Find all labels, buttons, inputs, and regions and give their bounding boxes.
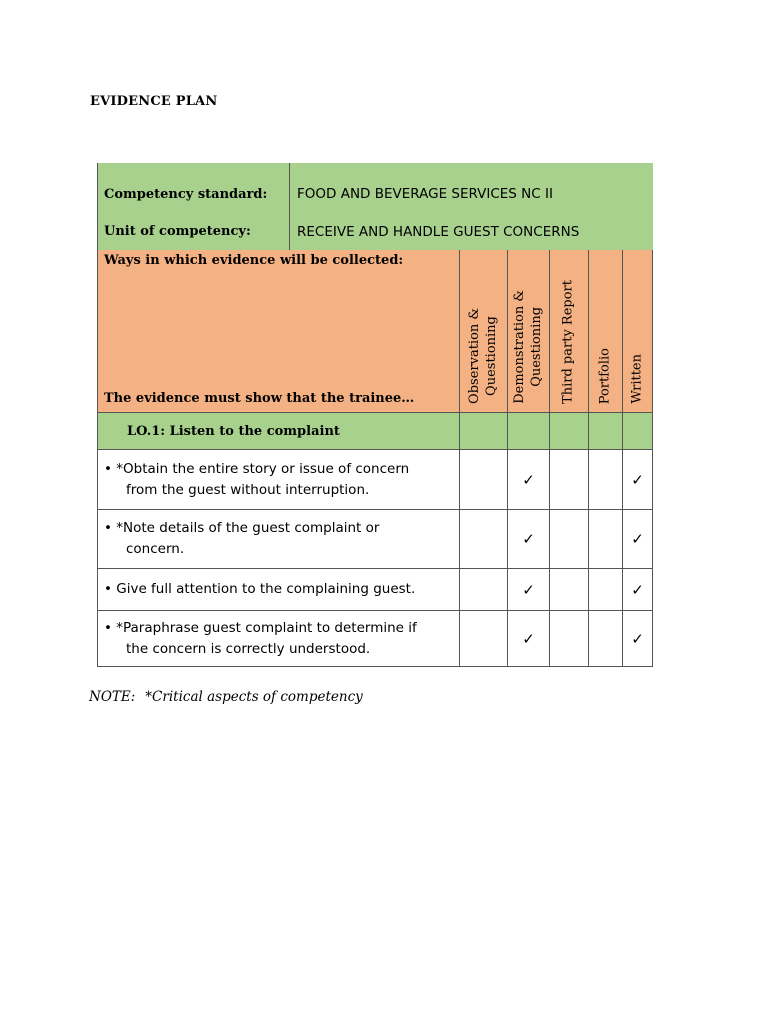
evidence-item: • *Note details of the guest complaint or concern. (98, 510, 460, 569)
check-cell (550, 450, 589, 510)
method-header-observation (460, 250, 508, 413)
check-cell (589, 510, 623, 569)
evidence-item: • *Paraphrase guest complaint to determine if the concern is correctly understood. (98, 611, 460, 667)
learning-outcome-row (98, 413, 653, 450)
method-header-demonstration (508, 250, 550, 413)
check-cell (460, 569, 508, 611)
check-cell (589, 569, 623, 611)
method-label: Demonstration & Questioning (511, 290, 544, 404)
ways-label: Ways in which evidence will be collected: (104, 253, 404, 268)
must-show-label: The evidence must show that the trainee… (104, 391, 415, 406)
note (89, 689, 363, 705)
method-label: Third party Report (560, 280, 576, 404)
note-text: *Critical aspects of competency (145, 689, 363, 705)
table-row (98, 450, 653, 510)
check-cell (589, 450, 623, 510)
check-cell (550, 510, 589, 569)
document-title: EVIDENCE PLAN (90, 94, 218, 109)
evidence-item: • *Obtain the entire story or issue of concern from the guest without interruption. (98, 450, 460, 510)
method-header-portfolio (589, 250, 623, 413)
method-label: Portfolio (597, 347, 613, 404)
methods-header-row (98, 250, 653, 413)
check-cell: ✓ (623, 450, 653, 510)
unit-of-competency-row (98, 213, 653, 250)
unit-of-competency-value: RECEIVE AND HANDLE GUEST CONCERNS (290, 213, 653, 250)
competency-standard-row (98, 163, 653, 213)
competency-standard-label: Competency standard: (98, 163, 290, 213)
check-cell (550, 611, 589, 667)
evidence-plan-table (97, 163, 653, 667)
check-cell (460, 510, 508, 569)
check-cell: ✓ (508, 611, 550, 667)
check-cell: ✓ (623, 510, 653, 569)
competency-standard-value: FOOD AND BEVERAGE SERVICES NC II (290, 163, 653, 213)
learning-outcome-label: LO.1: Listen to the complaint (98, 413, 460, 450)
evidence-item: • Give full attention to the complaining guest. (98, 569, 460, 611)
method-header-written (623, 250, 653, 413)
table-row (98, 510, 653, 569)
check-cell: ✓ (623, 611, 653, 667)
table-row (98, 569, 653, 611)
check-cell (460, 611, 508, 667)
check-cell: ✓ (623, 569, 653, 611)
unit-of-competency-label: Unit of competency: (98, 213, 290, 250)
table-row (98, 611, 653, 667)
method-label: Written (629, 354, 645, 404)
method-label: Observation & Questioning (466, 308, 499, 404)
note-label: NOTE: (89, 689, 136, 705)
check-cell: ✓ (508, 510, 550, 569)
check-cell (550, 569, 589, 611)
check-cell (589, 611, 623, 667)
method-header-third-party (550, 250, 589, 413)
check-cell: ✓ (508, 450, 550, 510)
ways-header-cell (98, 250, 460, 413)
check-cell (460, 450, 508, 510)
check-cell: ✓ (508, 569, 550, 611)
